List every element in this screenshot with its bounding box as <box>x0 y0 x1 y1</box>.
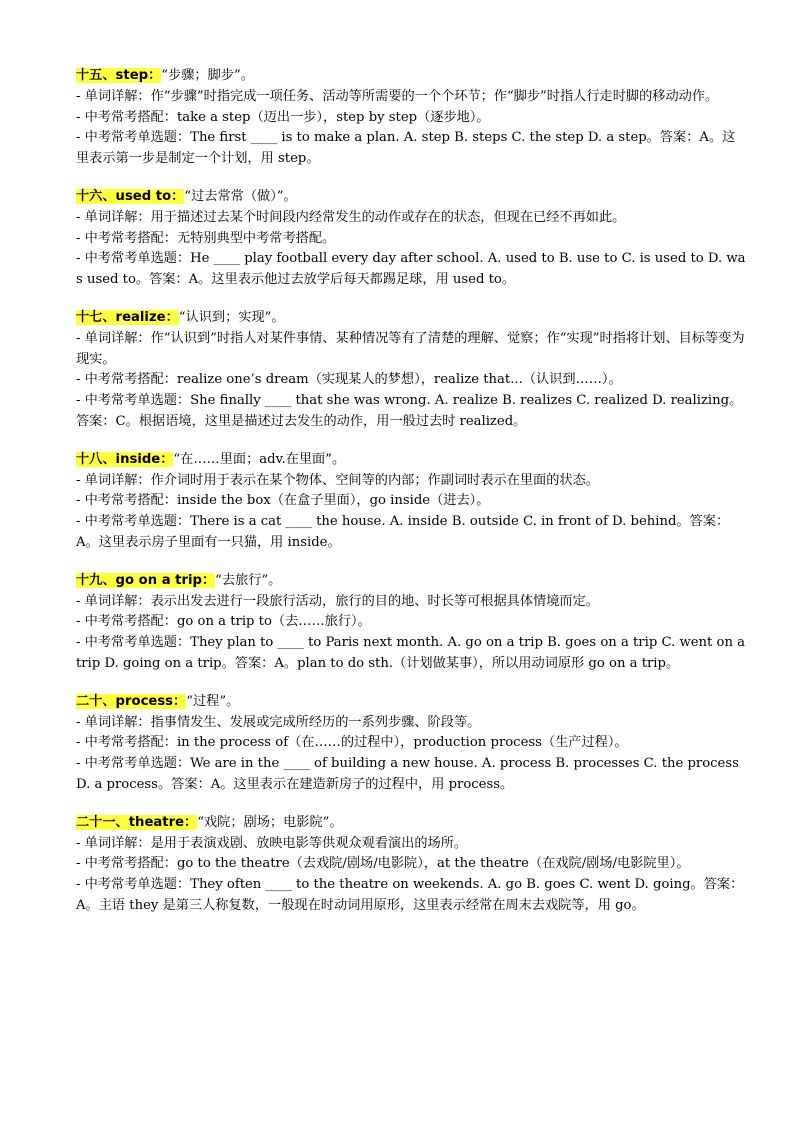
entry-theatre <box>76 813 748 917</box>
entry-explanation: - 单词详解：是用于表演戏剧、放映电影等供观众观看演出的场所。 <box>76 835 468 851</box>
entry-collocation: - 中考常考搭配：go on a trip to（去……旅行）。 <box>76 614 371 630</box>
entry-collocation: - 中考常考搭配：无特别典型中考常考搭配。 <box>76 230 336 246</box>
entry-term-highlight: 十五、step： <box>76 68 162 83</box>
entry-term-highlight: 十七、realize： <box>76 309 179 325</box>
entry-collocation: - 中考常考搭配：go to the theatre（去戏院/剧场/电影院），at the theatre（在戏院/剧场/电影院里）。 <box>76 856 690 872</box>
entry-step <box>76 66 748 170</box>
entry-explanation: - 单词详解：作“认识到”时指人对某件事情、某种情况等有了清楚的理解、觉察；作“实现”时指将计划、目标等变为现实。 <box>76 330 745 367</box>
entry-term-highlight: 十六、used to： <box>76 188 185 204</box>
entry-heading <box>76 66 748 87</box>
entry-used-to <box>76 187 748 291</box>
entry-explanation: - 单词详解：指事情发生、发展或完成所经历的一系列步骤、阶段等。 <box>76 714 481 730</box>
entry-term-highlight: 二十一、theatre： <box>76 814 198 830</box>
entry-heading <box>76 187 748 208</box>
entry-gloss: “去旅行”。 <box>215 572 282 588</box>
entry-heading <box>76 308 748 329</box>
entry-gloss: “步骤；脚步”。 <box>161 68 254 83</box>
entry-gloss: “认识到；实现”。 <box>178 309 285 325</box>
entry-quiz: - 中考常考单选题：We are in the ____ of building a new house. A. process B. processes C. the process D. a process。答案：A。这里表示在建造新房子的过程中，用 process。 <box>76 756 739 792</box>
entry-inside <box>76 450 748 554</box>
entry-gloss: “戏院；剧场；电影院”。 <box>197 814 343 830</box>
entry-quiz: - 中考常考单选题：They often ____ to the theatre on weekends. A. go B. goes C. went D. going。答案：A。主语 they 是第三人称复数，一般现在时动词用原形，这里表示经常在周末去戏院等，用 go。 <box>76 877 744 913</box>
entry-quiz: - 中考常考单选题：He ____ play football every day after school. A. used to B. use to C. is used to D. was used to。答案：A。这里表示他过去放学后每天都踢足球，用 used to。 <box>76 251 746 288</box>
entry-process <box>76 692 748 796</box>
entry-explanation: - 单词详解：作介词时用于表示在某个物体、空间等的内部；作副词时表示在里面的状态。 <box>76 472 599 488</box>
entry-heading <box>76 450 748 471</box>
entry-explanation: - 单词详解：表示出发去进行一段旅行活动，旅行的目的地、时长等可根据具体情境而定。 <box>76 593 599 609</box>
entry-collocation: - 中考常考搭配：take a step（迈出一步），step by step（逐步地）。 <box>76 109 490 125</box>
entry-realize <box>76 308 748 433</box>
entry-explanation: - 单词详解：作“步骤”时指完成一项任务、活动等所需要的一个个环节；作“脚步”时指人行走时脚的移动动作。 <box>76 88 719 104</box>
entry-go-on-a-trip <box>76 571 748 675</box>
entry-collocation: - 中考常考搭配：in the process of（在……的过程中），production process（生产过程）。 <box>76 735 628 751</box>
entry-gloss: “过程”。 <box>186 693 240 709</box>
entry-quiz: - 中考常考单选题：She finally ____ that she was wrong. A. realize B. realizes C. realized D. realizing。答案：C。根据语境，这里是描述过去发生的动作，用一般过去时 realized。 <box>76 393 743 429</box>
entry-term-highlight: 十八、inside： <box>76 451 174 467</box>
entry-heading <box>76 692 748 713</box>
entry-heading <box>76 813 748 834</box>
entry-gloss: “在……里面；adv.在里面”。 <box>173 451 346 467</box>
entry-explanation: - 单词详解：用于描述过去某个时间段内经常发生的动作或存在的状态，但现在已经不再如此。 <box>76 209 626 225</box>
document-page <box>76 66 748 934</box>
entry-term-highlight: 十九、go on a trip： <box>76 572 216 588</box>
entry-gloss: “过去常常（做）”。 <box>184 188 297 204</box>
entry-quiz: - 中考常考单选题：The first ____ is to make a plan. A. step B. steps C. the step D. a step。答案：A。这里表示第一步是制定一个计划，用 step。 <box>76 130 736 167</box>
entry-quiz: - 中考常考单选题：There is a cat ____ the house. A. inside B. outside C. in front of D. behind。答案：A。这里表示房子里面有一只猫，用 inside。 <box>76 514 730 550</box>
entry-term-highlight: 二十、process： <box>76 693 187 709</box>
entry-collocation: - 中考常考搭配：inside the box（在盒子里面），go inside（进去）。 <box>76 493 490 509</box>
entry-collocation: - 中考常考搭配：realize one’s dream（实现某人的梦想），realize that...（认识到……）。 <box>76 372 622 388</box>
entry-heading <box>76 571 748 592</box>
entry-quiz: - 中考常考单选题：They plan to ____ to Paris next month. A. go on a trip B. goes on a trip C. went on a trip D. going on a trip。答案：A。plan to do sth.（计划做某事），所以用动词原形 go on a trip。 <box>76 635 746 671</box>
